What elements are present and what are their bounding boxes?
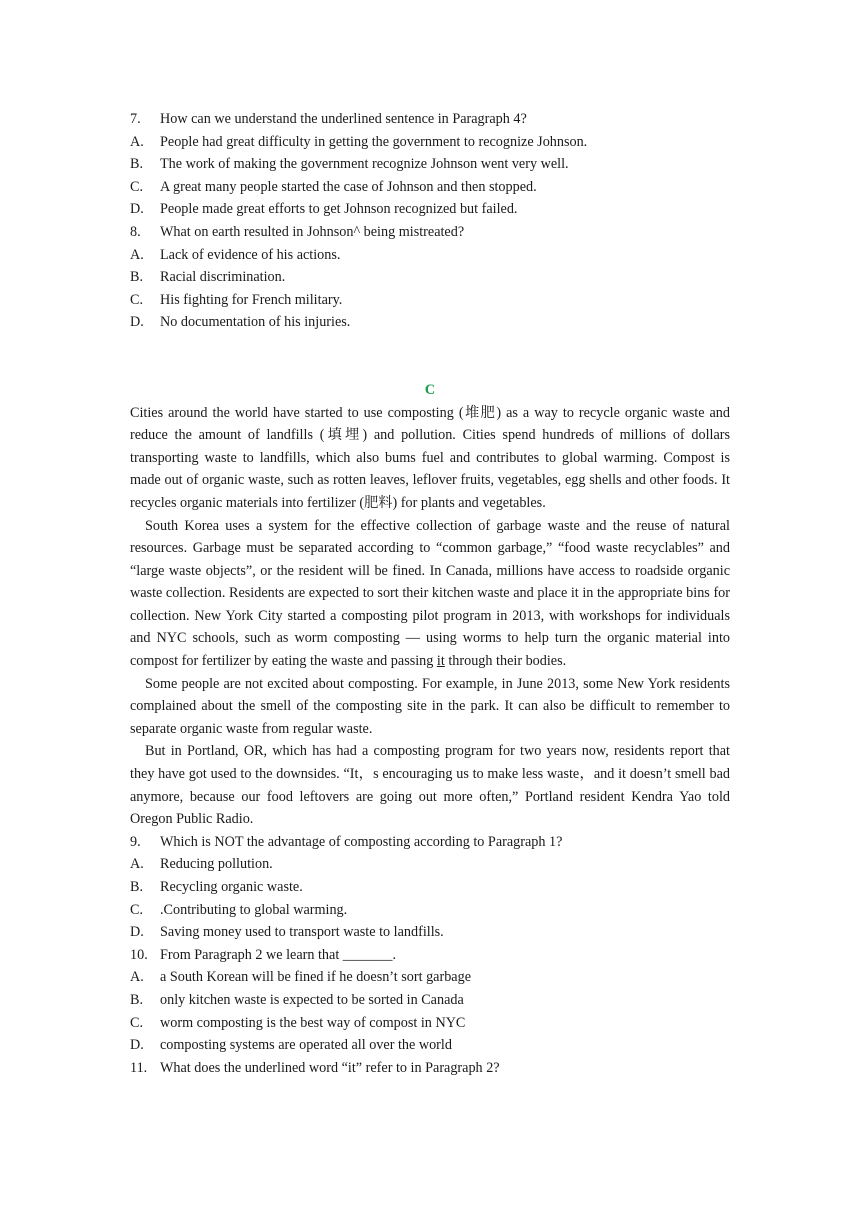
passage-paragraph-4: But in Portland, OR, which has had a composting program for two years now, residents report that they have got used to the downsides. “It，s encouraging us to make less waste，and it doesn’t smell bad anymore, because our food leftovers are going out more often,” Portland resident Kendra Yao told Oregon Public Radio. [130, 743, 730, 828]
option-8d: D. No documentation of his injuries. [130, 314, 351, 331]
question-11: 11. What does the underlined word “it” refer to in Paragraph 2? [130, 1059, 500, 1076]
question-9: 9. Which is NOT the advantage of composting according to Paragraph 1? [130, 833, 563, 850]
passage-paragraph-1: Cities around the world have started to use composting (堆肥) as a way to recycle organic waste and reduce the amount of landfills (填埋) and pollution. Cities spend hundreds of millions of dollars transporting waste to landfills, which also bums fuel and contributes to global warming. Compost is made out of organic waste, such as rotten leaves, leflover fruits, vegetables, egg shells and other foods. It recycles organic materials into fertilizer (肥料) for plants and vegetables. [130, 404, 730, 511]
question-list-top [130, 108, 730, 334]
option-9d: D. Saving money used to transport waste to landfills. [130, 924, 444, 941]
section-spacer [130, 334, 730, 379]
option-10a: A. a South Korean will be fined if he doesn’t sort garbage [130, 969, 471, 986]
option-10d: D. composting systems are operated all over the world [130, 1037, 452, 1054]
question-7: 7. How can we understand the underlined sentence in Paragraph 4? [130, 111, 527, 127]
passage-paragraph-2: South Korea uses a system for the effective collection of garbage waste and the reuse of natural resources. Garbage must be separated according to “common garbage,” “food waste recyclables” and “large waste objects”, or the resident will be fined. In Canada, millions have access to roadside organic waste collection. Residents are expected to sort their kitchen waste and place it in the appropriate bins for collection. New York City started a composting pilot program in 2013, with workshops for individuals and NYC schools, such as worm composting — using worms to help turn the organic material into compost for fertilizer by eating the waste and passing it through their bodies. [130, 517, 730, 670]
option-10c: C. worm composting is the best way of compost in NYC [130, 1014, 466, 1031]
option-8a: A. Lack of evidence of his actions. [130, 246, 341, 263]
question-list-bottom [130, 831, 730, 1080]
section-heading: C [424, 381, 436, 398]
option-9b: B. Recycling organic waste. [130, 879, 303, 895]
option-7a: A. People had great difficulty in getting the government to recognize Johnson. [130, 133, 588, 150]
option-9a: A. Reducing pollution. [130, 856, 273, 873]
document-page [130, 108, 730, 1079]
option-8b: B. Racial discrimination. [130, 269, 286, 286]
option-10b: B. only kitchen waste is expected to be sorted in Canada [130, 991, 464, 1008]
option-8c: C. His fighting for French military. [130, 291, 343, 308]
underlined-word: it [436, 653, 445, 670]
question-10: 10. From Paragraph 2 we learn that _______. [130, 946, 397, 963]
option-7c: C. A great many people started the case of Johnson and then stopped. [130, 178, 537, 195]
question-8: 8. What on earth resulted in Johnson^ being mistreated? [130, 223, 465, 240]
option-9c: C. .Contributing to global warming. [130, 901, 348, 918]
passage-paragraph-3: Some people are not excited about composting. For example, in June 2013, some New York residents complained about the smell of the composting site in the park. It can also be difficult to remember to separate organic waste from regular waste. [130, 675, 730, 737]
option-7d: D. People made great efforts to get Johnson recognized but failed. [130, 201, 518, 218]
reading-passage [130, 402, 730, 831]
option-7b: B. The work of making the government recognize Johnson went very well. [130, 156, 569, 173]
